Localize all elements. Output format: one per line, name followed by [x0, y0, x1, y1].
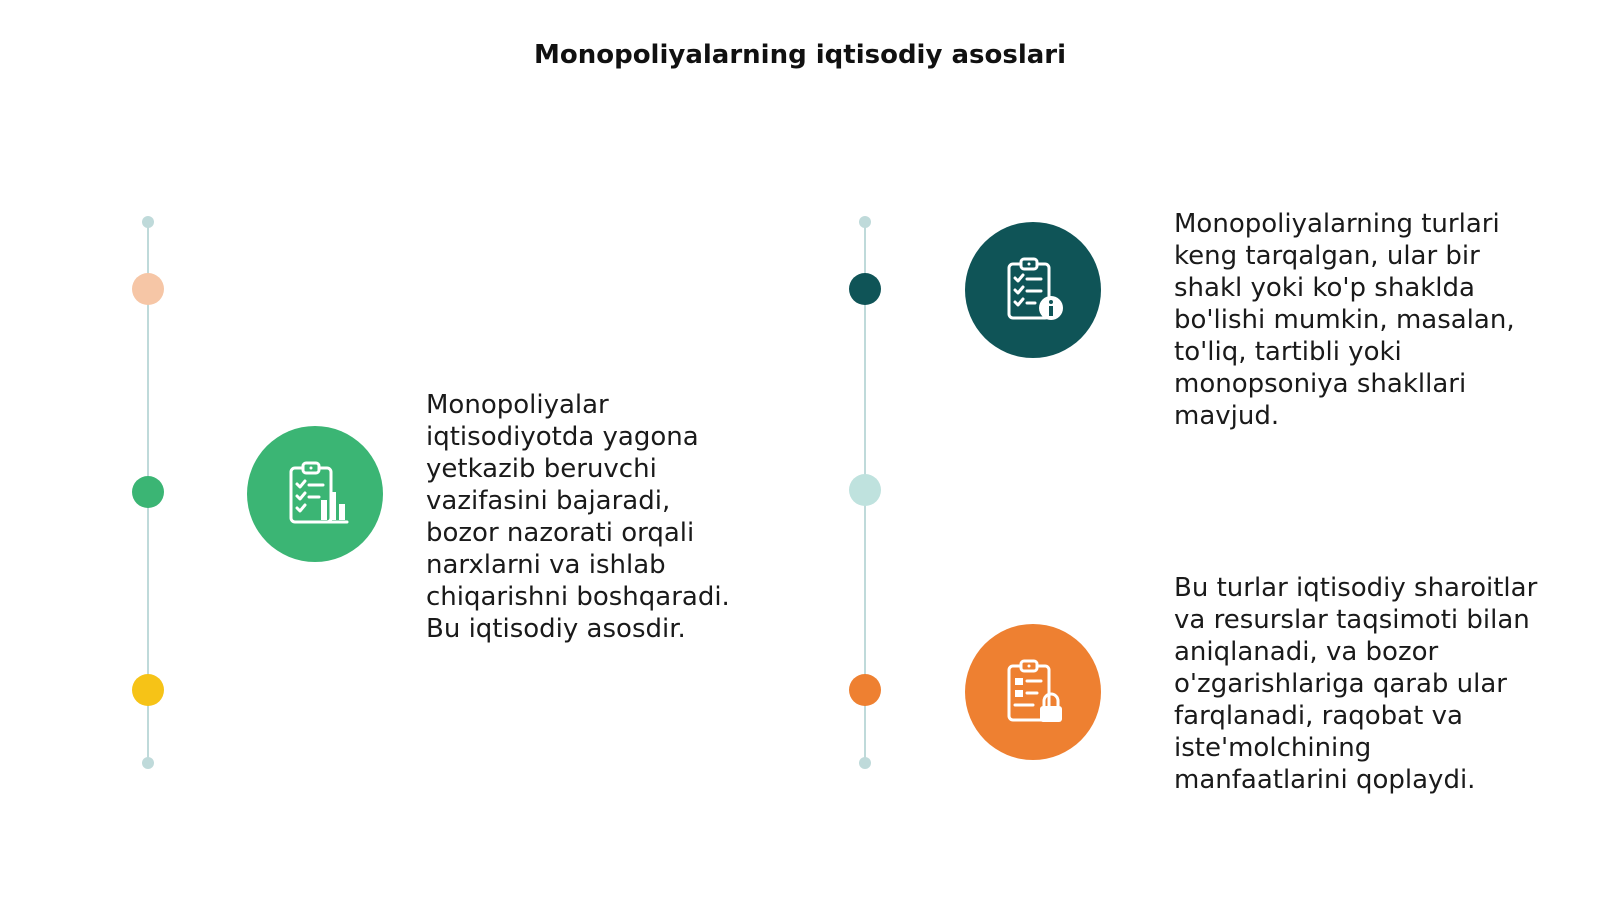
timeline-dot-light-teal [849, 474, 881, 506]
timeline-end-dot [859, 757, 871, 769]
item-1-text: Monopoliyalar iqtisodiyotda yagona yetkazib beruvchi vazifasini bajaradi, bozor nazorati orqali narxlarni va ishlab chiqarishni boshqaradi. Bu iqtisodiy asosdir. [426, 390, 730, 644]
timeline-dot-orange [849, 674, 881, 706]
timeline-end-dot [142, 757, 154, 769]
timeline-end-dot [859, 216, 871, 228]
timeline-dot-yellow [132, 674, 164, 706]
timeline-dot-dark-teal [849, 273, 881, 305]
page-title: Monopoliyalarning iqtisodiy asoslari [533, 40, 1067, 70]
item-3-text: Bu turlar iqtisodiy sharoitlar va resurslar taqsimoti bilan aniqlanadi, va bozor o'zgarishlariga qarab ular farqlanadi, raqobat va iste'molchining manfaatlarini qoplaydi. [1174, 573, 1538, 795]
timeline-dot-green [132, 476, 164, 508]
clipboard-info-icon [965, 222, 1101, 358]
timeline-end-dot [142, 216, 154, 228]
clipboard-lock-icon [965, 624, 1101, 760]
item-2-text: Monopoliyalarning turlari keng tarqalgan, ular bir shakl yoki ko'p shaklda bo'lishi mumkin, masalan, to'liq, tartibli yoki monopsoniya shakllari mavjud. [1174, 209, 1515, 431]
timeline-dot-peach [132, 273, 164, 305]
clipboard-chart-icon [247, 426, 383, 562]
